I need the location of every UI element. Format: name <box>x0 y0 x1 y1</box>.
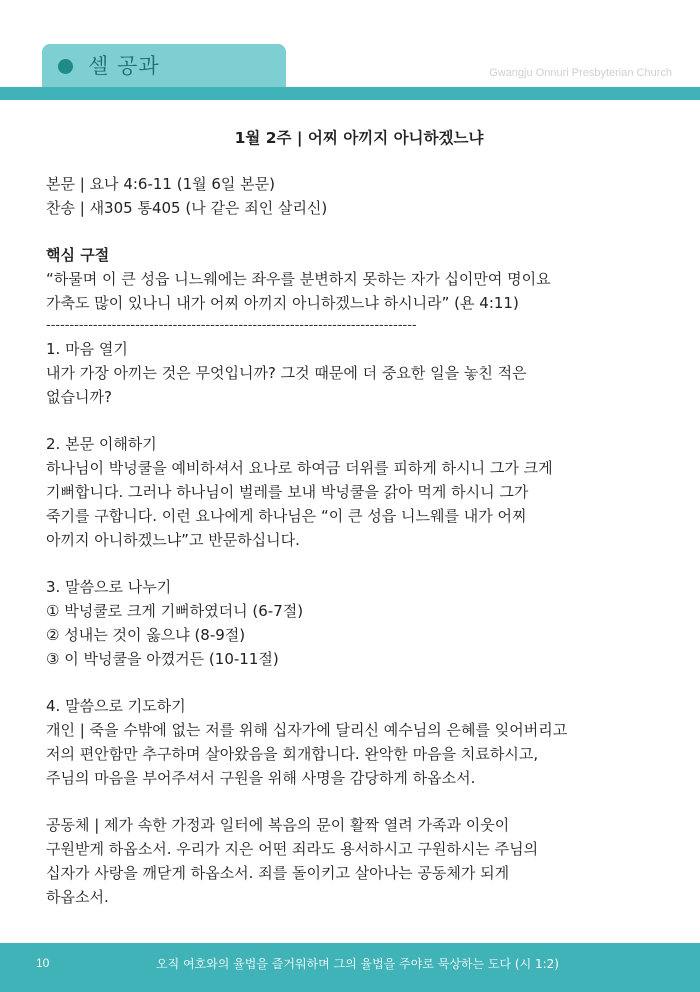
lesson-content <box>46 126 672 909</box>
lesson-title: 1월 2주 | 어찌 아끼지 아니하겠느냐 <box>234 129 484 147</box>
page-number: 10 <box>36 956 50 970</box>
section-heading: 2. 본문 이해하기 <box>46 435 157 453</box>
header-bar <box>0 87 700 100</box>
key-verse-line: “하물며 이 큰 성읍 니느웨에는 좌우를 분변하지 못하는 자가 십이만여 명이요 <box>46 270 551 288</box>
header-tab <box>42 44 286 88</box>
prayer-personal: 주님의 마음을 부어주셔서 구원을 위해 사명을 감당하게 하옵소서. <box>46 769 476 787</box>
prayer-community: 십자가 사랑을 깨닫게 하옵소서. 죄를 돌이키고 살아나는 공동체가 되게 <box>46 864 510 882</box>
passage-line: 본문 | 요나 4:6-11 (1월 6일 본문) <box>46 175 276 193</box>
header-title: 셀 공과 <box>88 54 160 78</box>
discussion-item: ② 성내는 것이 옳으냐 (8-9절) <box>46 626 246 644</box>
discussion-item: ① 박넝쿨로 크게 기뻐하였더니 (6-7절) <box>46 602 304 620</box>
divider: ------------------------------------------------------------------------------- <box>46 318 417 333</box>
key-verse-heading: 핵심 구절 <box>46 246 110 264</box>
section-heading: 4. 말씀으로 기도하기 <box>46 697 186 715</box>
hymn-line: 찬송 | 새305 통405 (나 같은 죄인 살리신) <box>46 199 328 217</box>
prayer-personal: 개인 | 죽을 수밖에 없는 저를 위해 십자가에 달리신 예수님의 은혜를 잊어버리고 <box>46 721 568 739</box>
section-heading: 3. 말씀으로 나누기 <box>46 578 172 596</box>
section-heading: 1. 마음 열기 <box>46 340 128 358</box>
footer-verse: 오직 여호와의 율법을 즐거워하며 그의 율법을 주야로 묵상하는 도다 (시 1:2) <box>156 957 559 971</box>
section-text: 하나님이 박넝쿨을 예비하셔서 요나로 하여금 더위를 피하게 하시니 그가 크게 <box>46 459 553 477</box>
church-name: Gwangju Onnuri Presbyterian Church <box>489 67 672 79</box>
section-text: 죽기를 구합니다. 이런 요나에게 하나님은 “이 큰 성읍 니느웨를 내가 어찌 <box>46 507 527 525</box>
prayer-community: 구원받게 하옵소서. 우리가 지은 어떤 죄라도 용서하시고 구원하시는 주님의 <box>46 840 539 858</box>
section-text: 내가 가장 아끼는 것은 무엇입니까? 그것 때문에 더 중요한 일을 놓친 적은 <box>46 364 527 382</box>
section-text: 아끼지 아니하겠느냐”고 반문하십니다. <box>46 531 300 549</box>
prayer-personal: 저의 편안함만 추구하며 살아왔음을 회개합니다. 완악한 마음을 치료하시고, <box>46 745 539 763</box>
prayer-community: 하옵소서. <box>46 888 109 906</box>
section-text: 없습니까? <box>46 388 112 406</box>
bullet-dot-icon <box>58 59 73 74</box>
discussion-item: ③ 이 박넝쿨을 아꼈거든 (10-11절) <box>46 650 279 668</box>
prayer-community: 공동체 | 제가 속한 가정과 일터에 복음의 문이 활짝 열려 가족과 이웃이 <box>46 816 510 834</box>
key-verse-line: 가축도 많이 있나니 내가 어찌 아끼지 아니하겠느냐 하시니라” (욘 4:11) <box>46 294 519 312</box>
footer-bar <box>0 943 700 992</box>
section-text: 기뻐합니다. 그러나 하나님이 벌레를 보내 박넝쿨을 갉아 먹게 하시니 그가 <box>46 483 529 501</box>
